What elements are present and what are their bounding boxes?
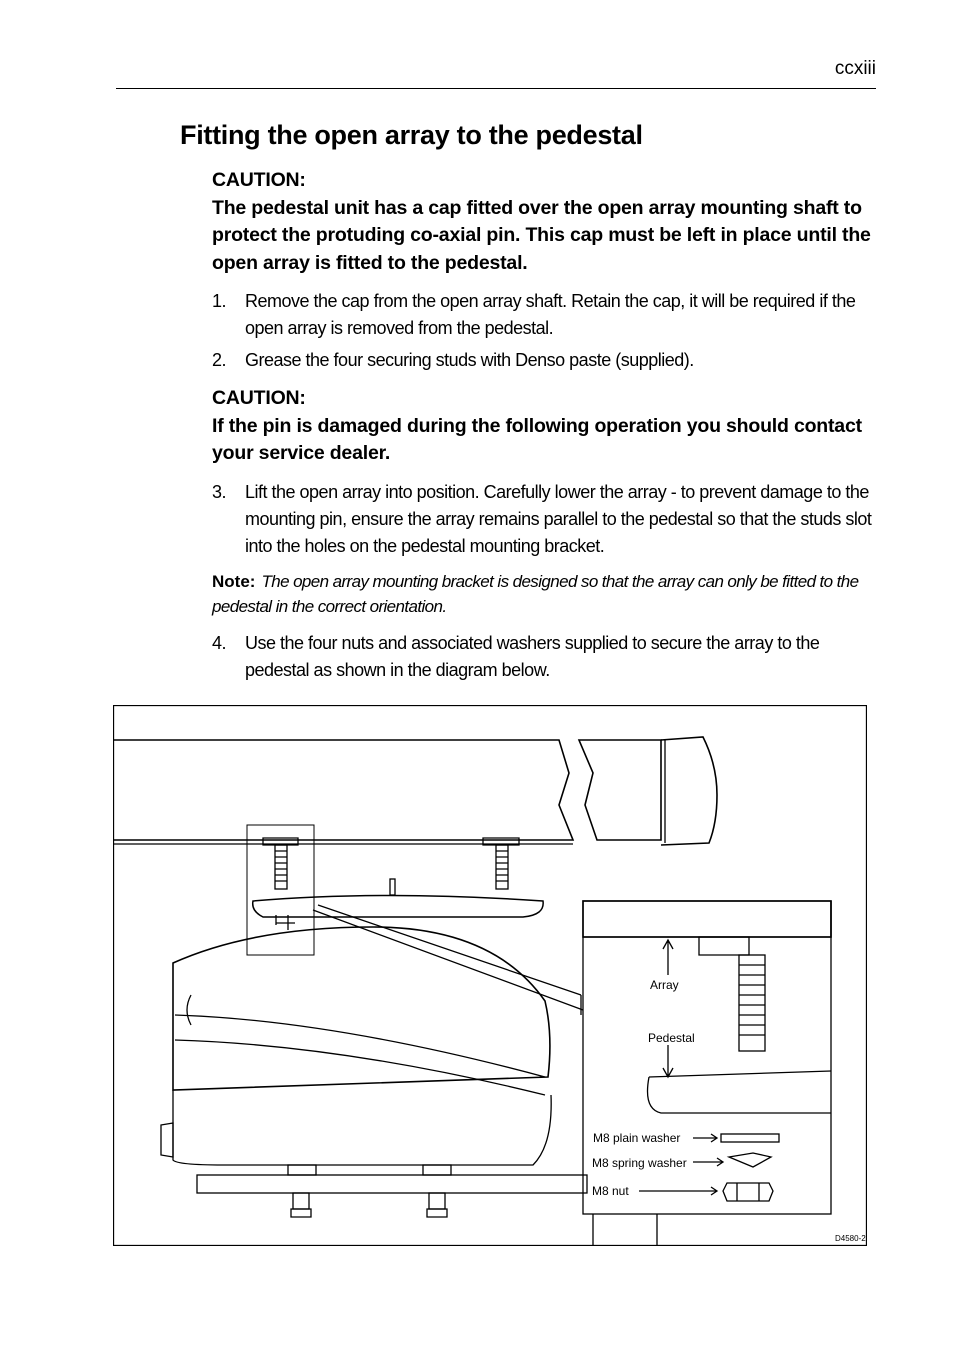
step-1 bbox=[212, 288, 876, 342]
mounting-diagram bbox=[113, 705, 867, 1246]
step-4 bbox=[212, 630, 876, 684]
page-number: ccxiii bbox=[834, 58, 876, 79]
caution-block-1 bbox=[212, 167, 876, 277]
note-block bbox=[212, 569, 876, 619]
step-text: Grease the four securing studs with Denso paste (supplied). bbox=[245, 350, 694, 370]
coaxial-pin bbox=[390, 879, 395, 895]
caution-block-2 bbox=[212, 385, 876, 468]
label-spring-washer: M8 spring washer bbox=[592, 1156, 687, 1170]
step-text: Remove the cap from the open array shaft. Retain the cap, it will be required if the open array is removed from the pedestal. bbox=[245, 291, 856, 338]
note-text: The open array mounting bracket is designed so that the array can only be fitted to the pedestal in the correct orientation. bbox=[212, 572, 859, 616]
page-title: Fitting the open array to the pedestal bbox=[180, 120, 643, 150]
array-beam bbox=[113, 737, 717, 845]
step-2 bbox=[212, 347, 876, 374]
pedestal bbox=[161, 896, 587, 1218]
caution-label: CAUTION: bbox=[212, 169, 306, 191]
label-pedestal: Pedestal bbox=[648, 1031, 695, 1045]
caution-label: CAUTION: bbox=[212, 387, 306, 409]
mounting-diagram-svg bbox=[113, 705, 867, 1246]
figure-code: D4580-2 bbox=[835, 1234, 866, 1243]
label-nut: M8 nut bbox=[592, 1184, 629, 1198]
step-3 bbox=[212, 479, 876, 560]
label-array: Array bbox=[650, 978, 679, 992]
step-number: 2. bbox=[212, 350, 227, 370]
header-rule bbox=[116, 88, 876, 89]
step-number: 1. bbox=[212, 291, 227, 311]
step-text: Use the four nuts and associated washers supplied to secure the array to the pedestal as shown in the diagram below. bbox=[245, 633, 820, 680]
caution-text: The pedestal unit has a cap fitted over the open array mounting shaft to protect the protuding co-axial pin. This cap must be left in place until the open array is fitted to the pedestal. bbox=[212, 196, 871, 274]
label-plain-washer: M8 plain washer bbox=[593, 1131, 681, 1145]
caution-text: If the pin is damaged during the following operation you should contact your service dealer. bbox=[212, 414, 862, 464]
step-text: Lift the open array into position. Carefully lower the array - to prevent damage to the mounting pin, ensure the array remains parallel to the pedestal so that the studs slot into the holes on the pedestal mounting bracket. bbox=[245, 482, 872, 556]
step-number: 4. bbox=[212, 633, 227, 653]
note-label: Note: bbox=[212, 572, 256, 591]
step-number: 3. bbox=[212, 482, 227, 502]
